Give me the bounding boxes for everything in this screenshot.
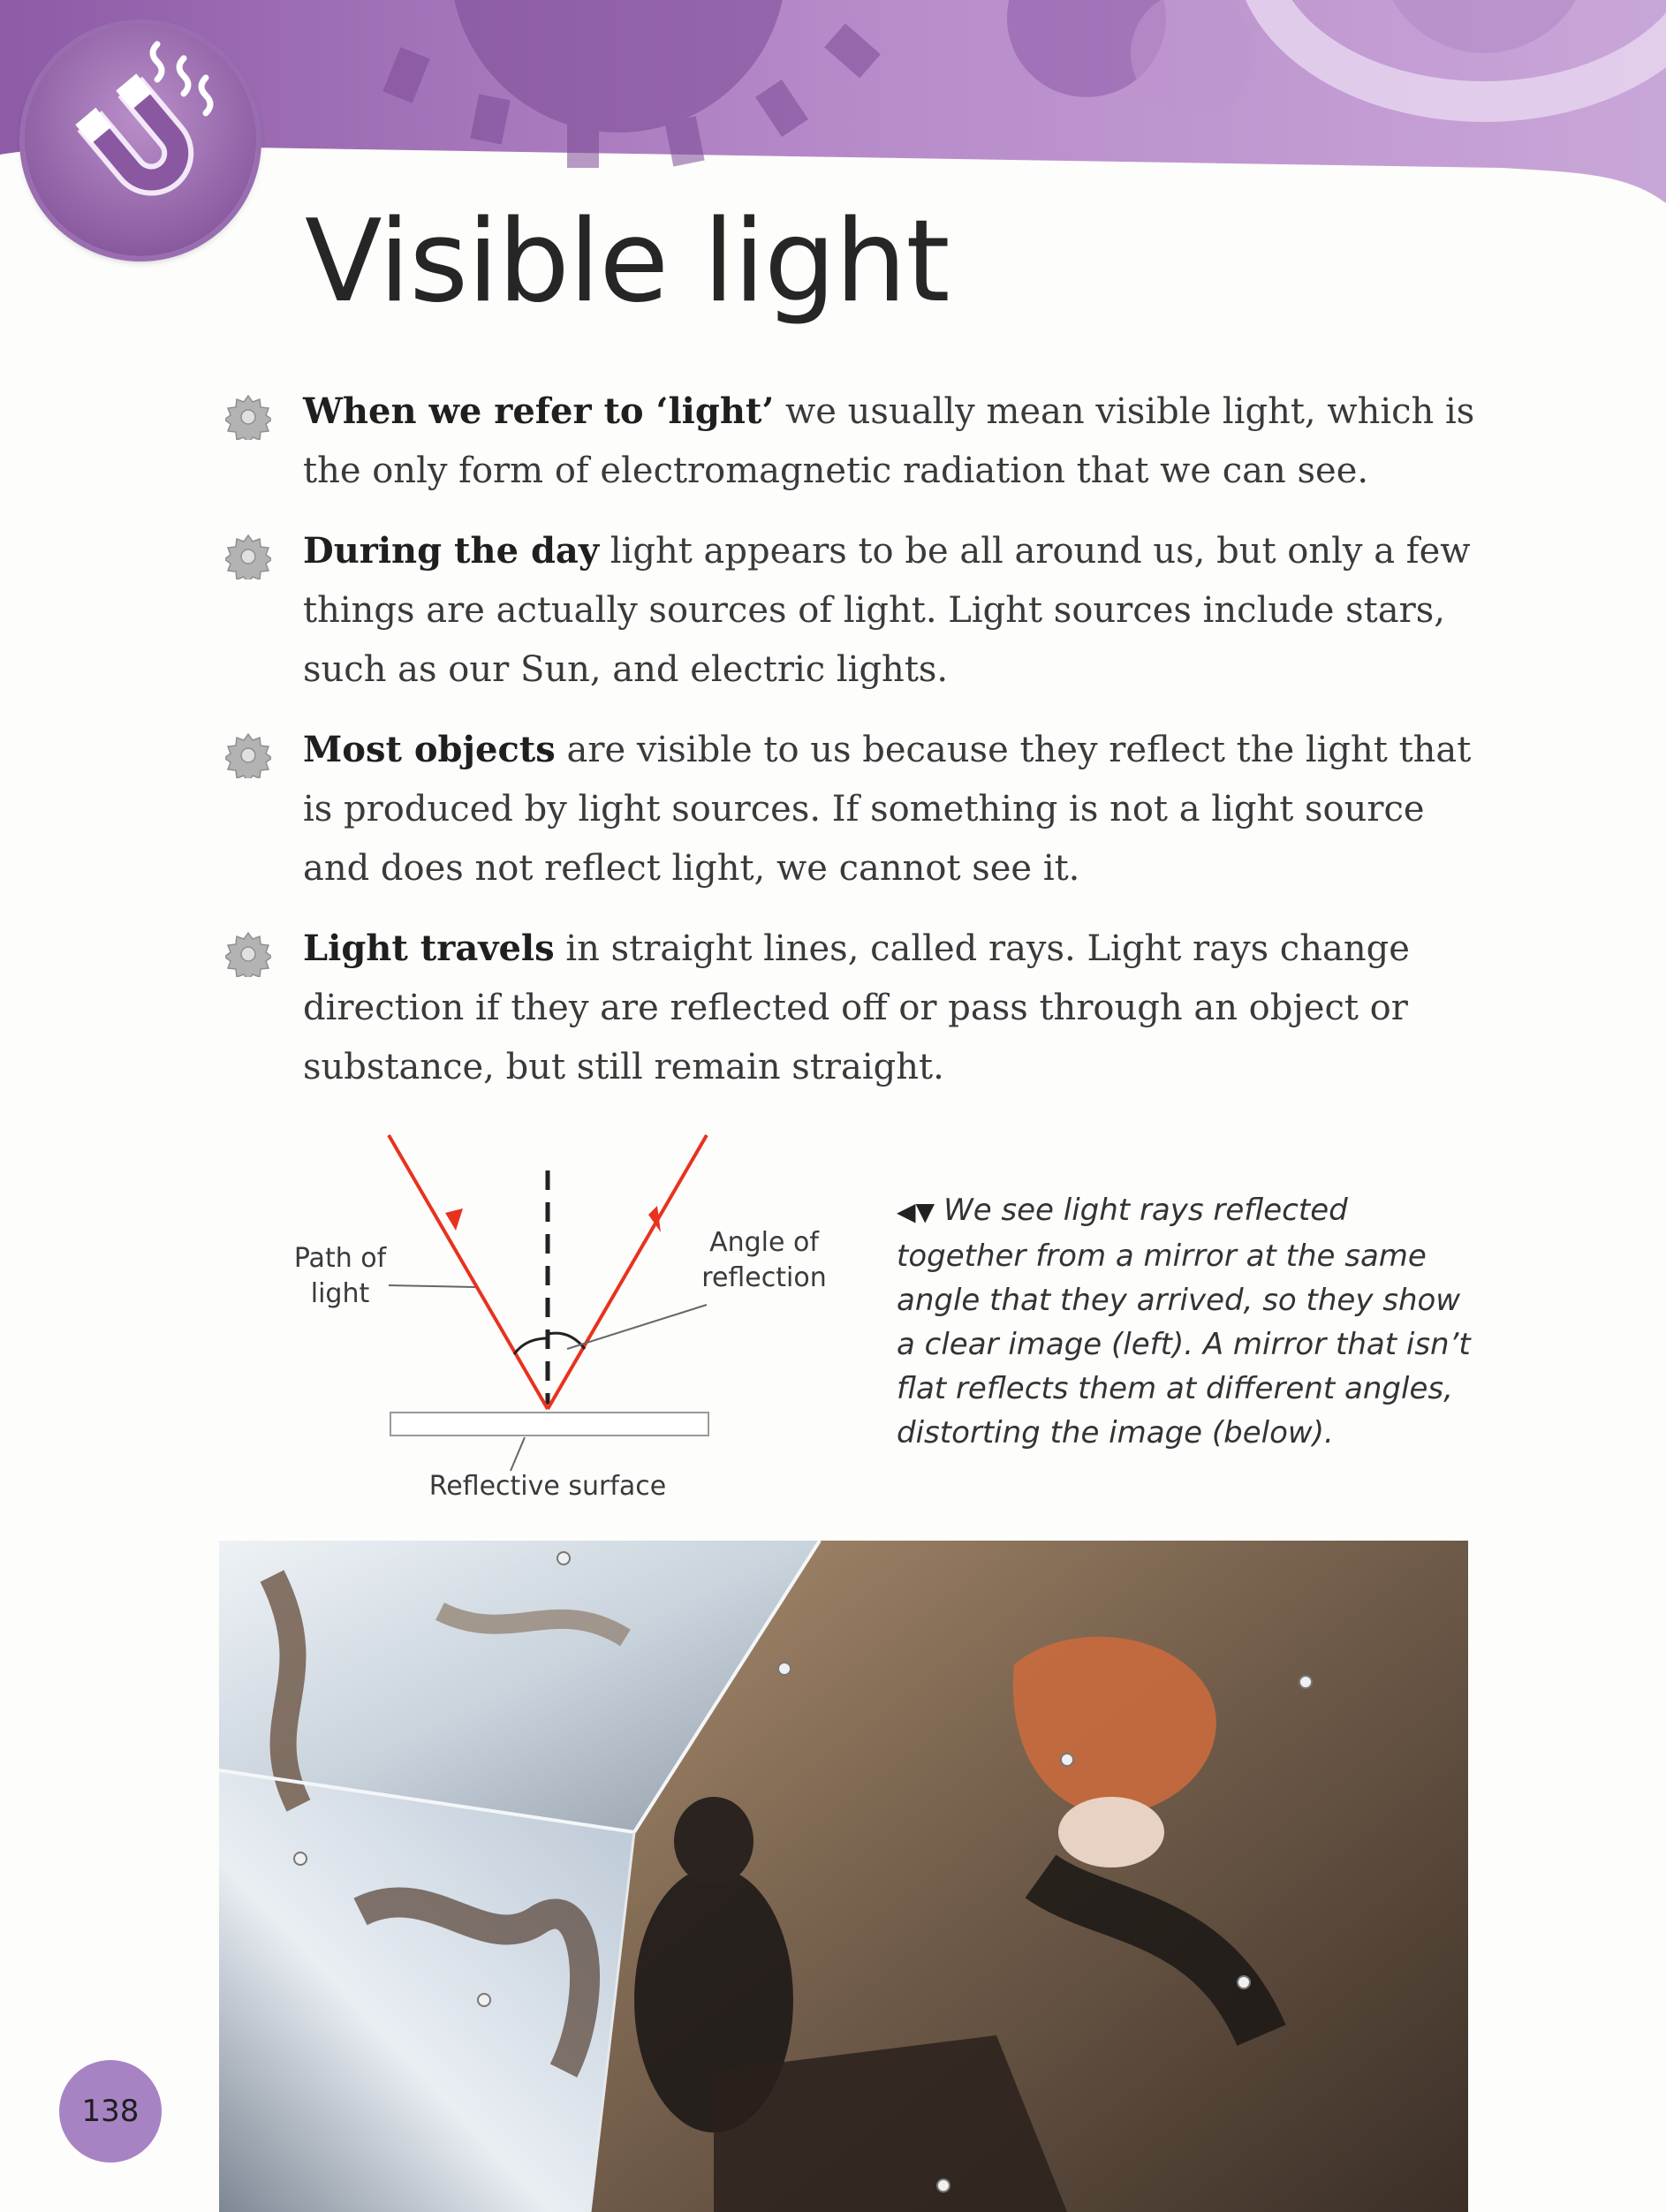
surface-leader-line — [511, 1437, 525, 1471]
gear-icon — [225, 534, 271, 580]
label-angle-line-1: Angle of — [709, 1227, 819, 1258]
bullet-text: we usually mean visible light, which is the only form of electromagnetic radiation that we can see. — [303, 391, 1475, 491]
reflection-diagram — [283, 1117, 848, 1524]
label-angle-line-2: reflection — [701, 1262, 827, 1293]
label-angle-of-reflection — [680, 1225, 848, 1296]
bullet-lead: Light travels — [303, 928, 555, 969]
incident-ray — [389, 1135, 548, 1409]
label-path-line-2: light — [310, 1278, 370, 1309]
gear-icon — [225, 394, 271, 440]
magnet-icon — [25, 25, 256, 256]
angle-leader-line — [567, 1305, 707, 1349]
path-leader-line — [389, 1285, 475, 1287]
label-path-of-light — [283, 1241, 398, 1312]
incident-angle-arc — [514, 1338, 548, 1354]
list-item — [225, 382, 1480, 501]
page-title: Visible light — [305, 196, 950, 328]
bullet-text: are visible to us because they reflect the light that is produced by light sources. If something is not a light source and does not reflect light, we cannot see it. — [303, 730, 1472, 889]
gear-icon — [225, 732, 271, 778]
caption-text: We see light rays reflected together from a mirror at the same angle that they arrived, so they show a clear image (left). A mirror that isn’t flat reflects them at different angles, distorting the image (below). — [897, 1193, 1471, 1451]
bullet-lead: During the day — [303, 530, 600, 572]
gear-icon — [225, 931, 271, 977]
reflection-angle-arc — [548, 1333, 585, 1349]
page-number: 138 — [59, 2060, 162, 2163]
bullet-text: in straight lines, called rays. Light rays change direction if they are reflected off or pass through an object or substance, but still remain straight. — [303, 928, 1410, 1087]
distorted-mirror-photo — [219, 1541, 1468, 2212]
incident-arrowhead — [445, 1208, 463, 1231]
list-item — [225, 919, 1480, 1097]
reflection-diagram-graphic — [283, 1117, 848, 1524]
figure-caption — [897, 1188, 1480, 1455]
list-item — [225, 720, 1480, 898]
list-item — [225, 521, 1480, 700]
bullet-lead: When we refer to ‘light’ — [303, 390, 775, 432]
bullet-text: light appears to be all around us, but only a few things are actually sources of light. Light sources include stars, such as our Sun, and electric lights. — [303, 531, 1471, 690]
magnet-badge — [25, 25, 256, 256]
bullet-list — [225, 382, 1480, 1117]
reflective-surface — [390, 1413, 708, 1436]
mirror-photo-illustration — [219, 1541, 1468, 2212]
bullet-lead: Most objects — [303, 729, 556, 770]
caption-arrows: ◀▼ — [897, 1197, 935, 1226]
label-reflective-surface: Reflective surface — [428, 1471, 667, 1502]
label-path-line-1: Path of — [293, 1243, 387, 1274]
